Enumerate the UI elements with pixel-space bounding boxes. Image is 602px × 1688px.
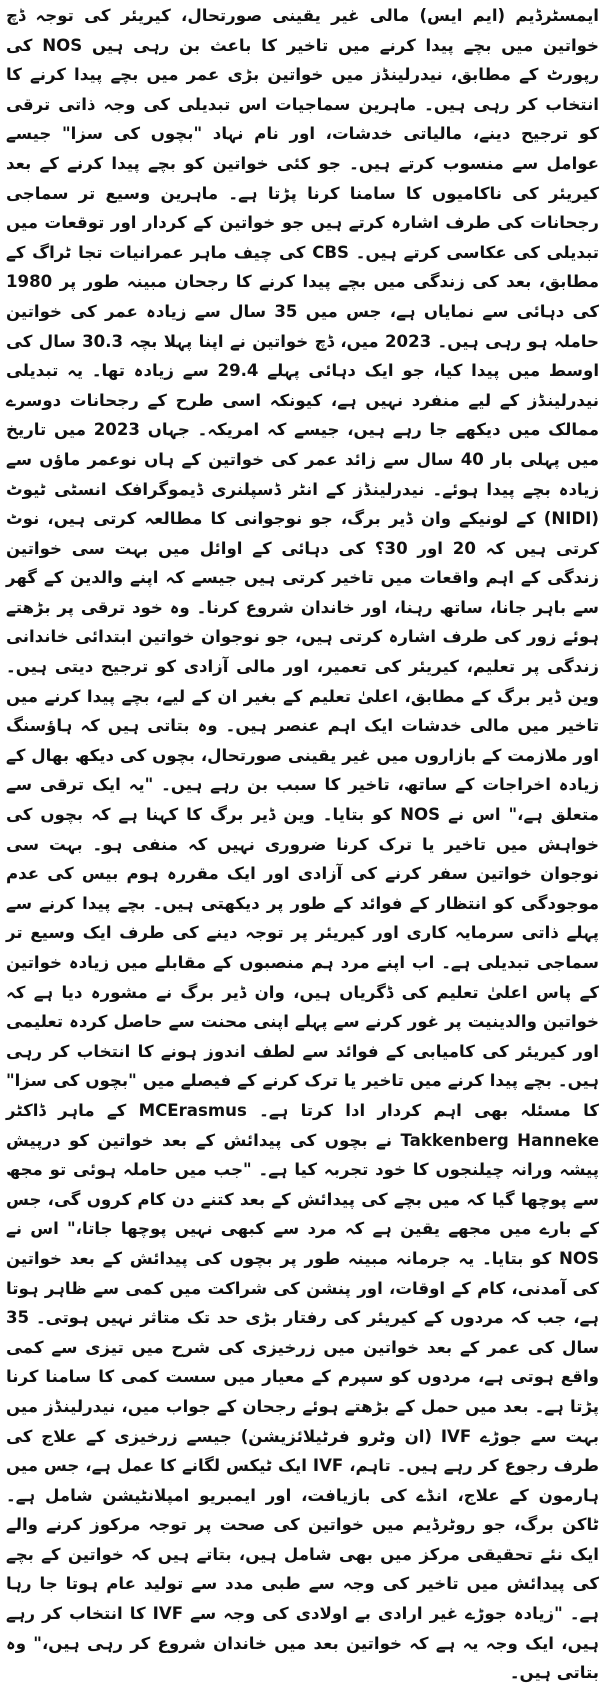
news-article [6,1,599,1688]
article-paragraph: ایمسٹرڈیم (ایم ایس) مالی غیر یقینی صورتحال، کیریئر کی توجہ ڈچ خواتین میں بچے پیدا کرنے میں تاخیر کا باعث بن رہی ہیں NOS کی رپورٹ کے مطابق، نیدرلینڈز میں خواتین بڑی عمر میں بچے پیدا کرنے کا انتخاب کر رہی ہیں۔ ماہرین سماجیات اس تبدیلی کی وجہ ذاتی ترقی کو ترجیح دینے، مالیاتی خدشات، اور نام نہاد "بچوں کی سزا" جیسے عوامل سے منسوب کرتے ہیں۔ جو کئی خواتین کو بچے پیدا کرنے کے بعد کیریئر کی ناکامیوں کا سامنا کرنا پڑتا ہے۔ ماہرین وسیع تر سماجی رجحانات کی طرف اشارہ کرتے ہیں جو خواتین کے کردار اور توقعات میں تبدیلی کی عکاسی کرتے ہیں۔ CBS کی چیف ماہر عمرانیات تجا ٹراگ کے مطابق، بعد کی زندگی میں بچے پیدا کرنے کا رجحان مبینہ طور پر 1980 کی دہائی سے نمایاں ہے، جس میں 35 سال سے زیادہ عمر کی خواتین حاملہ ہو رہی ہیں۔ 2023 میں، ڈچ خواتین نے اپنا پہلا بچہ 30.3 سال کی اوسط میں پیدا کیا، جو ایک دہائی پہلے 29.4 سے زیادہ تھا۔ یہ تبدیلی نیدرلینڈز کے لیے منفرد نہیں ہے، کیونکہ اسی طرح کے رجحانات دوسرے ممالک میں دیکھے جا رہے ہیں، جیسے کہ امریکہ۔ جہاں 2023 میں تاریخ میں پہلی بار 40 سال سے زائد عمر کی خواتین کے ہاں نوعمر ماؤں سے زیادہ بچے پیدا ہوئے۔ نیدرلینڈز کے انٹر ڈسپلنری ڈیموگرافک انسٹی ٹیوٹ (NIDI) کے لونیکے وان ڈیر برگ، جو نوجوانی کا مطالعہ کرتی ہیں، نوٹ کرتی ہیں کہ 20 اور 30؟ کی دہائی کے اوائل میں بہت سی خواتین زندگی کے اہم واقعات میں تاخیر کرتی ہیں جیسے کہ اپنے والدین کے گھر سے باہر جانا، ساتھ رہنا، اور خاندان شروع کرنا۔ وہ خود ترقی پر بڑھتے ہوئے زور کی طرف اشارہ کرتی ہیں، جو نوجوان خواتین ابتدائی خاندانی زندگی پر تعلیم، کیریئر کی تعمیر، اور مالی آزادی کو ترجیح دیتی ہیں۔ وین ڈیر برگ کے مطابق، اعلیٰ تعلیم کے بغیر ان کے لیے، بچے پیدا کرنے میں تاخیر میں مالی خدشات ایک اہم عنصر ہیں۔ وہ بتاتی ہیں کہ ہاؤسنگ اور ملازمت کے بازاروں میں غیر یقینی صورتحال، بچوں کی دیکھ بھال کے زیادہ اخراجات کے ساتھ، تاخیر کا سبب بن رہے ہیں۔ "یہ ایک ترقی سے متعلق ہے،" اس نے NOS کو بتایا۔ وین ڈیر برگ کا کہنا ہے کہ بچوں کی خواہش میں تاخیر یا ترک کرنا ضروری نہیں کہ منفی ہو۔ بہت سی نوجوان خواتین سفر کرنے کی آزادی اور ایک مقررہ ہوم بیس کی عدم موجودگی کو انتظار کے فوائد کے طور پر دیکھتی ہیں۔ بچے پیدا کرنے سے پہلے ذاتی سرمایہ کاری اور کیریئر پر توجہ دینے کی طرف ایک وسیع تر سماجی تبدیلی ہے۔ اب اپنے مرد ہم منصبوں کے مقابلے میں زیادہ خواتین کے پاس اعلیٰ تعلیم کی ڈگریاں ہیں، وان ڈیر برگ نے مشورہ دیا ہے کہ خواتین والدینیت پر غور کرنے سے پہلے اپنی محنت سے حاصل کردہ تعلیمی اور کیریئر کی کامیابی کے فوائد سے لطف اندوز ہونے کا انتخاب کر رہی ہیں۔ بچے پیدا کرنے میں تاخیر یا ترک کرنے کے فیصلے میں "بچوں کی سزا" کا مسئلہ بھی اہم کردار ادا کرتا ہے۔ MCErasmus کے ماہر ڈاکٹر Takkenberg Hanneke نے بچوں کی پیدائش کے بعد خواتین کو درپیش پیشہ ورانہ چیلنجوں کا خود تجربہ کیا ہے۔ "جب میں حاملہ ہوئی تو مجھ سے پوچھا گیا کہ میں بچے کی پیدائش کے بعد کتنے دن کام کروں گی، جس کے بارے میں مجھے یقین ہے کہ مرد سے کبھی نہیں پوچھا جاتا،" اس نے NOS کو بتایا۔ یہ جرمانہ مبینہ طور پر بچوں کی پیدائش کے بعد خواتین کی آمدنی، کام کے اوقات، اور پنشن کی شراکت میں کمی سے ظاہر ہوتا ہے، جب کہ مردوں کے کیریئر کی رفتار بڑی حد تک متاثر نہیں ہوتی۔ 35 سال کی عمر کے بعد خواتین میں زرخیزی کی شرح میں تیزی سے کمی واقع ہوتی ہے، مردوں کو سپرم کے معیار میں سست کمی کا سامنا کرنا پڑتا ہے۔ بعد میں حمل کے بڑھتے ہوئے رجحان کے جواب میں، نیدرلینڈز میں بہت سے جوڑے IVF (ان وٹرو فرٹیلائزیشن) جیسے زرخیزی کے علاج کی طرف رجوع کر رہے ہیں۔ تاہم، IVF ایک ٹیکس لگانے کا عمل ہے، جس میں ہارمون کے علاج، انڈے کی بازیافت، اور ایمبریو امپلانٹیشن شامل ہے۔ ٹاکن برگ، جو روٹرڈیم میں خواتین کی صحت پر توجہ مرکوز کرنے والے ایک نئے تحقیقی مرکز میں بھی شامل ہیں، بتاتے ہیں کہ خواتین کے بچے کی پیدائش میں تاخیر کی وجہ سے طبی مدد سے تولید عام ہوتا جا رہا ہے۔ "زیادہ جوڑے غیر ارادی بے اولادی کی وجہ سے IVF کا انتخاب کر رہے ہیں، ایک وجہ یہ ہے کہ خواتین بعد میں خاندان شروع کر رہی ہیں،" وہ بتاتی ہیں۔ [6,6,600,1683]
